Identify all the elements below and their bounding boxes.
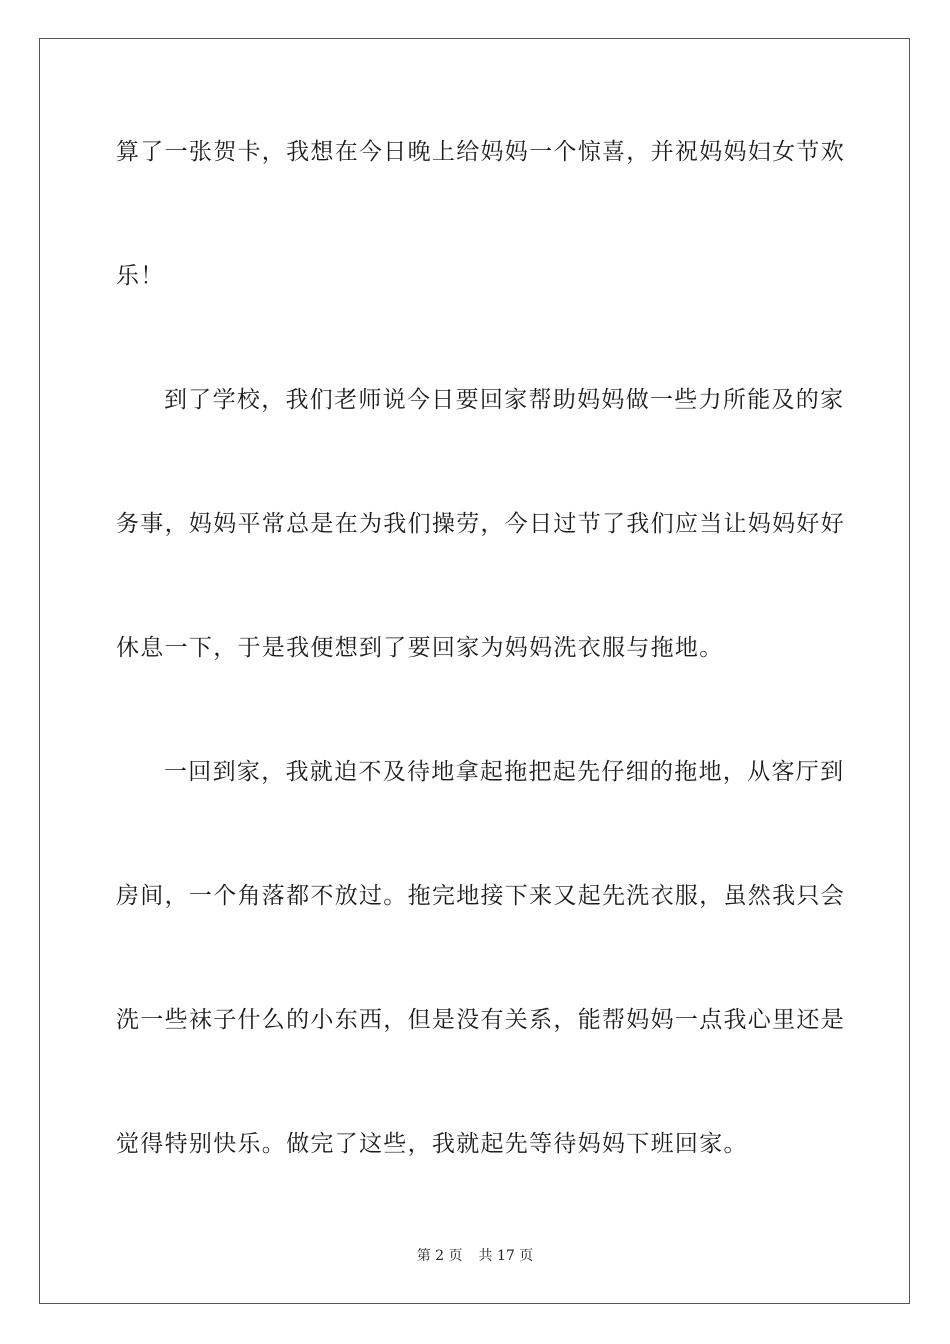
paragraph-line: 休息一下，于是我便想到了要回家为妈妈洗衣服与拖地。 [116, 635, 724, 661]
paragraph-line: 觉得特别快乐。做完了这些，我就起先等待妈妈下班回家。 [116, 1131, 748, 1157]
paragraph-line: 一回到家，我就迫不及待地拿起拖把起先仔细的拖地，从客厅到 [164, 759, 845, 785]
page-border [39, 38, 910, 1304]
paragraph-line: 到了学校，我们老师说今日要回家帮助妈妈做一些力所能及的家 [164, 387, 845, 413]
page-number: 第 2 页 [416, 1248, 463, 1264]
page-footer [0, 1247, 950, 1265]
paragraph-line: 房间，一个角落都不放过。拖完地接下来又起先洗衣服，虽然我只会 [116, 883, 845, 909]
paragraph-line: 算了一张贺卡，我想在今日晚上给妈妈一个惊喜，并祝妈妈妇女节欢 [116, 139, 845, 165]
paragraph-line: 洗一些袜子什么的小东西，但是没有关系，能帮妈妈一点我心里还是 [116, 1007, 845, 1033]
page-total: 共 17 页 [478, 1248, 534, 1264]
paragraph-line: 务事，妈妈平常总是在为我们操劳，今日过节了我们应当让妈妈好好 [116, 511, 845, 537]
paragraph-line: 乐！ [116, 263, 165, 289]
